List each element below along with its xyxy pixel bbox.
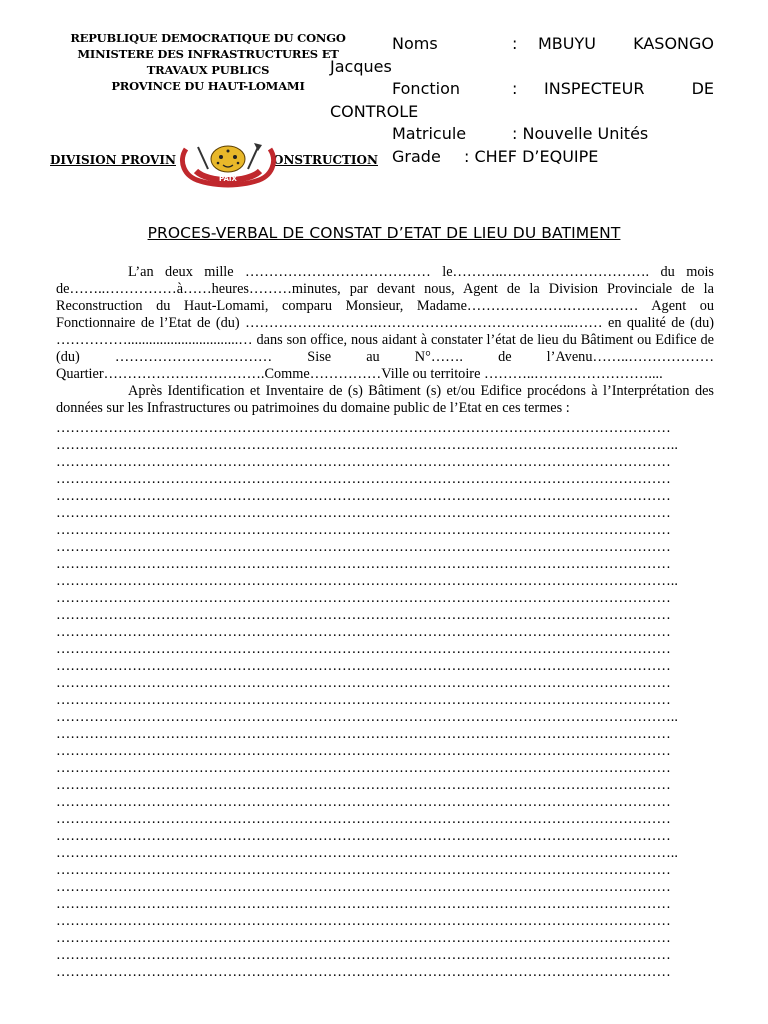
header-line-province: PROVINCE DU HAUT-LOMAMI — [111, 79, 305, 93]
header-line-republic: REPUBLIQUE DEMOCRATIQUE DU CONGO — [70, 31, 346, 45]
report-body — [56, 264, 714, 417]
division-banner — [50, 151, 380, 183]
dotted-entry-line[interactable]: ………………………………………………………………………………………………………………… — [56, 726, 671, 742]
fonction-value-first: INSPECTEUR — [544, 79, 645, 98]
dotted-entry-line[interactable]: ………………………………………………………………………………………………………………… — [56, 879, 671, 895]
dotted-entry-line[interactable]: ………………………………………………………………………………………………………………… — [56, 760, 671, 776]
fonction-label: Fonction — [392, 79, 461, 98]
header-line-ministry: MINISTERE DES INFRASTRUCTURES ET — [77, 47, 339, 61]
dotted-entry-line[interactable]: ………………………………………………………………………………………………………………… — [56, 947, 671, 963]
dotted-entry-line[interactable]: ………………………………………………………………………………………………………………… — [56, 692, 671, 708]
noms-value-continued: Jacques — [330, 56, 392, 76]
emblem-motto: PAIX — [219, 175, 237, 183]
dotted-entry-line[interactable]: ………………………………………………………………………………………………………………….. — [56, 845, 678, 861]
dotted-entry-line[interactable]: ………………………………………………………………………………………………………………… — [56, 675, 671, 691]
dotted-entry-line[interactable]: ………………………………………………………………………………………………………………… — [56, 420, 671, 436]
inventory-paragraph: Après Identification et Inventaire de (s) Bâtiment (s) et/ou Edifice procédons à l’Interprétation des données sur les Infrastructures ou patrimoines du domaine public de l’Etat en ces termes : — [56, 383, 714, 416]
intro-paragraph: L’an deux mille ………………………………… le………..…………………………. du mois de……..……………à……heures………minutes, par devant nous, Agent de la Division Provinciale de la Reconstruction du Haut-Lomami, comparu Monsieur, Madame……………………………… Agent ou Fonctionnaire de l’Etat de (du) ……………………….…………………………………...…… en qualité de (du) ……………...............................… dans son office, nous aidant à constater l’état de lieu du Bâtiment ou Edifice de (du) …………………………… Sise au N°……. de l’Avenu……..……………… Quartier…………………………….Comme……………Ville ou territoire ………..…………………….... — [56, 264, 714, 382]
dotted-entry-line[interactable]: ………………………………………………………………………………………………………………….. — [56, 437, 678, 453]
dotted-entry-line[interactable]: ………………………………………………………………………………………………………………… — [56, 556, 671, 572]
dotted-entry-line[interactable]: ………………………………………………………………………………………………………………… — [56, 743, 671, 759]
matricule-row — [330, 123, 714, 146]
dotted-entry-line[interactable]: ………………………………………………………………………………………………………………….. — [56, 573, 678, 589]
dotted-entry-line[interactable]: ………………………………………………………………………………………………………………… — [56, 505, 671, 521]
institution-header — [58, 30, 358, 94]
fonction-value-continued: CONTROLE — [330, 101, 419, 121]
dotted-entry-line[interactable]: ………………………………………………………………………………………………………………… — [56, 658, 671, 674]
grade-row — [330, 146, 714, 169]
matricule-value: : Nouvelle Unités — [512, 124, 649, 143]
noms-label: Noms — [392, 34, 438, 53]
noms-row — [330, 33, 714, 56]
fonction-separator: : — [512, 79, 518, 98]
dotted-entry-line[interactable]: ………………………………………………………………………………………………………………… — [56, 777, 671, 793]
page-title: PROCES-VERBAL DE CONSTAT D’ETAT DE LIEU DU BATIMENT — [147, 224, 621, 242]
division-text-right: ONSTRUCTION — [273, 153, 378, 167]
dotted-entry-line[interactable]: ………………………………………………………………………………………………………………… — [56, 471, 671, 487]
dotted-entry-line[interactable]: ………………………………………………………………………………………………………………… — [56, 590, 671, 606]
grade-value: : CHEF D’EQUIPE — [464, 146, 599, 166]
grade-label: Grade — [392, 146, 441, 166]
dotted-entry-lines — [56, 420, 716, 981]
dotted-entry-line[interactable]: ………………………………………………………………………………………………………………… — [56, 624, 671, 640]
dotted-entry-line[interactable]: ………………………………………………………………………………………………………………… — [56, 522, 671, 538]
noms-separator: : — [512, 34, 518, 53]
dotted-entry-line[interactable]: ………………………………………………………………………………………………………………… — [56, 607, 671, 623]
fonction-value-second: DE — [691, 79, 714, 98]
agent-info-block — [330, 33, 714, 168]
dotted-entry-line[interactable]: ………………………………………………………………………………………………………………… — [56, 828, 671, 844]
dotted-entry-line[interactable]: ………………………………………………………………………………………………………………… — [56, 930, 671, 946]
dotted-entry-line[interactable]: ………………………………………………………………………………………………………………… — [56, 454, 671, 470]
dotted-entry-line[interactable]: ………………………………………………………………………………………………………………… — [56, 811, 671, 827]
dotted-entry-line[interactable]: ………………………………………………………………………………………………………………… — [56, 964, 671, 980]
dotted-entry-line[interactable]: ………………………………………………………………………………………………………………… — [56, 539, 671, 555]
noms-value-first: MBUYU — [538, 34, 596, 53]
dotted-entry-line[interactable]: ………………………………………………………………………………………………………………… — [56, 488, 671, 504]
dotted-entry-line[interactable]: ………………………………………………………………………………………………………………… — [56, 913, 671, 929]
dotted-entry-line[interactable]: ………………………………………………………………………………………………………………….. — [56, 709, 678, 725]
division-text-left: DIVISION PROVIN — [50, 153, 176, 167]
fonction-row — [330, 78, 714, 101]
dotted-entry-line[interactable]: ………………………………………………………………………………………………………………… — [56, 641, 671, 657]
dotted-entry-line[interactable]: ………………………………………………………………………………………………………………… — [56, 862, 671, 878]
header-line-ministry-cont: TRAVAUX PUBLICS — [146, 63, 270, 77]
dotted-entry-line[interactable]: ………………………………………………………………………………………………………………… — [56, 794, 671, 810]
coat-of-arms-icon — [178, 141, 278, 191]
matricule-label: Matricule — [392, 124, 467, 143]
dotted-entry-line[interactable]: ………………………………………………………………………………………………………………… — [56, 896, 671, 912]
noms-value-second: KASONGO — [633, 34, 714, 53]
